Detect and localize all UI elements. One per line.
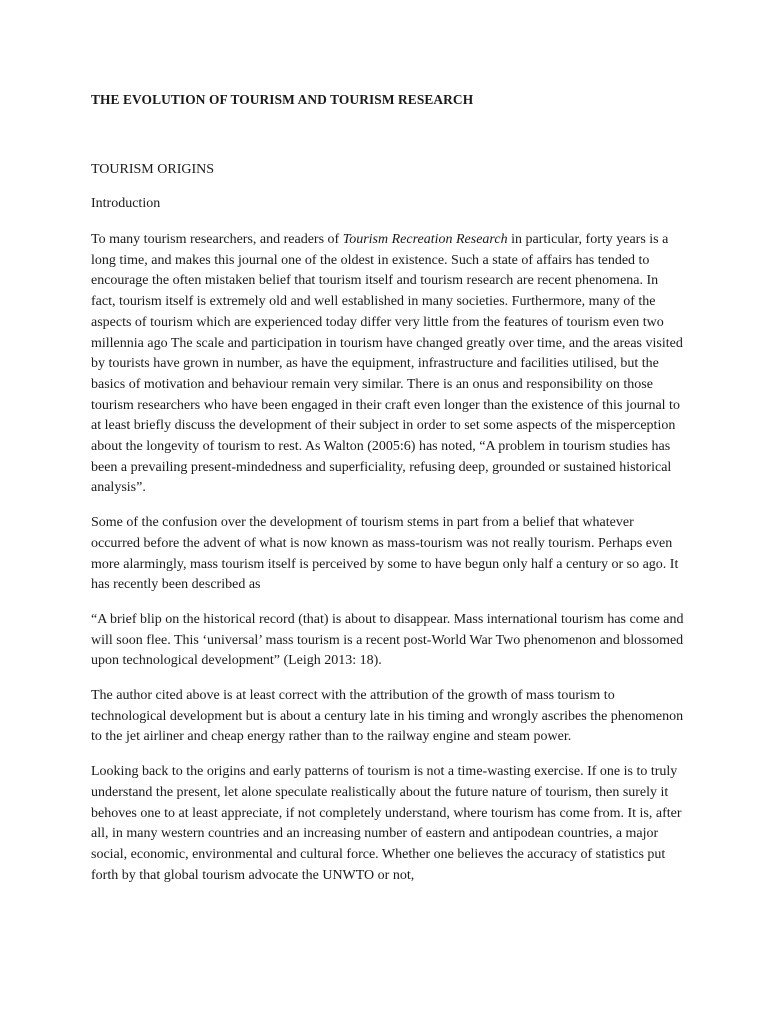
paragraph-1-rest: in particular, forty years is a long time, and makes this journal one of the oldest in existence. Such a state of affairs has tended to encourage the often mistaken belief that tourism itself and tourism research are recent phenomena. In fact, tourism itself is extremely old and well established in many societies. Furthermore, many of the aspects of tourism which are experienced today differ very little from the features of tourism even two millennia ago The scale and participation in tourism have changed greatly over time, and the areas visited by tourists have grown in number, as have the equipment, infrastructure and facilities utilised, but the basics of motivation and behaviour remain very similar. There is an onus and responsibility on those tourism researchers who have been engaged in their craft even longer than the existence of this journal to at least briefly discuss the development of their subject in order to set some aspects of the misperception about the longevity of tourism to rest. As Walton (2005:6) has noted, “A problem in tourism studies has been a prevailing present-mindedness and superficiality, refusing deep, grounded or sustained historical analysis”. xyxy=(91,232,683,496)
paragraph-5: Looking back to the origins and early patterns of tourism is not a time-wasting exercise. If one is to truly understand the present, let alone speculate realistically about the future nature of tourism, then surely it behoves one to at least appreciate, if not completely understand, where tourism has come from. It is, after all, in many western countries and an increasing number of eastern and antipodean countries, a major social, economic, environmental and cultural force. Whether one believes the accuracy of statistics put forth by that global tourism advocate the UNWTO or not, xyxy=(91,764,682,883)
paragraph-2: Some of the confusion over the development of tourism stems in part from a belief that whatever occurred before the advent of what is now known as mass-tourism was not really tourism. Perhaps even more alarmingly, mass tourism itself is perceived by some to have begun only half a century or so ago. It has recently been described as xyxy=(91,515,679,593)
document-page xyxy=(91,90,686,886)
paragraph-1-lead: To many tourism researchers, and readers of xyxy=(91,232,343,247)
section-heading: TOURISM ORIGINS xyxy=(91,162,215,177)
subheading: Introduction xyxy=(91,196,161,211)
journal-name: Tourism Recreation Research xyxy=(342,232,508,247)
block-quote: “A brief blip on the historical record (that) is about to disappear. Mass international tourism has come and will soon flee. This ‘universal’ mass tourism is a recent post-World War Two phenomenon and blossomed upon technological development” (Leigh 2013: 18). xyxy=(91,611,684,669)
paragraph-1 xyxy=(91,230,686,499)
document-title: THE EVOLUTION OF TOURISM AND TOURISM RESEARCH xyxy=(91,92,474,107)
paragraph-4: The author cited above is at least correct with the attribution of the growth of mass tourism to technological development but is about a century late in his timing and wrongly ascribes the phenomenon to the jet airliner and cheap energy rather than to the railway engine and steam power. xyxy=(91,688,684,745)
